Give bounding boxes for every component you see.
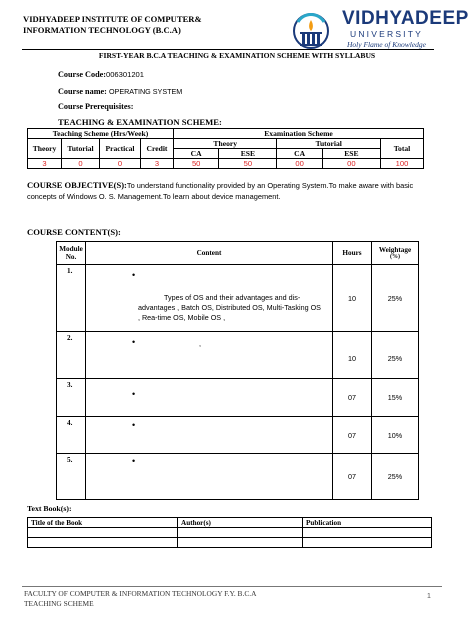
module-no: 4. <box>57 417 86 454</box>
textbooks-table <box>27 517 432 548</box>
col-book-title: Title of the Book <box>28 518 178 528</box>
col-practical: Practical <box>100 139 141 159</box>
module-no: 3. <box>57 379 86 417</box>
course-code-label: Course Code: <box>58 70 106 79</box>
footer-text <box>24 589 256 609</box>
scheme-heading: TEACHING & EXAMINATION SCHEME: <box>58 117 222 127</box>
col-weightage-unit: (%) <box>390 254 400 260</box>
col-book-author: Author(s) <box>178 518 303 528</box>
footer-line1: FACULTY OF COMPUTER & INFORMATION TECHNOLOGY F.Y. B.C.A <box>24 589 257 598</box>
bullet: • <box>132 337 136 347</box>
page-number: 1 <box>427 593 431 600</box>
table-row <box>28 528 432 538</box>
col-exam-tutorial: Tutorial <box>277 139 381 149</box>
module-weight: 25% <box>372 332 419 379</box>
module-no: 5. <box>57 454 86 500</box>
col-total: Total <box>381 139 424 159</box>
col-tutorial: Tutorial <box>62 139 100 159</box>
course-name-value: OPERATING SYSTEM <box>108 87 183 96</box>
col-credit: Credit <box>141 139 174 159</box>
col-theory: Theory <box>28 139 62 159</box>
val-practical: 0 <box>100 159 141 169</box>
doc-title: FIRST-YEAR B.C.A TEACHING & EXAMINATION SCHEME WITH SYLLABUS <box>98 51 376 60</box>
col-weightage <box>372 242 419 265</box>
course-objective <box>27 180 427 202</box>
table-row <box>57 379 419 417</box>
course-prereq <box>58 102 133 111</box>
module-hours: 07 <box>333 417 372 454</box>
table-row <box>57 417 419 454</box>
university-logo-icon <box>288 12 334 52</box>
module-content <box>86 454 333 500</box>
course-code-value: 006301201 <box>105 70 144 79</box>
module-no: 1. <box>57 265 86 332</box>
val-tutorial-ca: 00 <box>277 159 322 169</box>
content-heading: COURSE CONTENT(S): <box>27 227 121 237</box>
module-hours: 07 <box>333 454 372 500</box>
col-tutorial-ese: ESE <box>322 149 380 159</box>
module-weight: 15% <box>372 379 419 417</box>
course-code <box>58 70 144 79</box>
module-content <box>86 332 333 379</box>
bullet: • <box>132 389 136 399</box>
institute-line1: VIDHYADEEP INSTITUTE OF COMPUTER& <box>23 14 202 24</box>
col-module-no: Module No. <box>57 242 86 265</box>
footer-rule <box>22 586 442 587</box>
col-exam-theory: Theory <box>174 139 277 149</box>
content-table <box>56 241 419 500</box>
header-rule <box>22 49 434 50</box>
col-tutorial-ca: CA <box>277 149 322 159</box>
col-content: Content <box>86 242 333 265</box>
module-hours: 10 <box>333 265 372 332</box>
objective-label: COURSE OBJECTIVE(S): <box>27 180 127 190</box>
bullet: • <box>132 456 136 466</box>
logo-title: VIDHYADEEP <box>342 8 469 29</box>
val-theory-ca: 50 <box>174 159 219 169</box>
module-hours: 10 <box>333 332 372 379</box>
teaching-scheme-header: Teaching Scheme (Hrs/Week) <box>28 129 174 139</box>
course-name-label: Course name: <box>58 87 109 96</box>
objective-text: To understand functionality provided by an Operating System.To make aware with basic concepts of Windows O. S. Management.To learn about device management. <box>27 181 414 201</box>
institute-line2: INFORMATION TECHNOLOGY (B.C.A) <box>23 25 181 35</box>
col-weightage-label: Weightage <box>378 246 412 254</box>
table-row <box>28 538 432 548</box>
val-total: 100 <box>381 159 424 169</box>
val-credit: 3 <box>141 159 174 169</box>
val-theory: 3 <box>28 159 62 169</box>
module-content <box>86 265 333 332</box>
institute-name <box>23 14 202 36</box>
col-book-publication: Publication <box>303 518 432 528</box>
module-content <box>86 417 333 454</box>
textbooks-heading: Text Book(s): <box>27 504 72 513</box>
val-theory-ese: 50 <box>219 159 277 169</box>
table-row <box>57 265 419 332</box>
val-tutorial-ese: 00 <box>322 159 380 169</box>
col-hours: Hours <box>333 242 372 265</box>
exam-scheme-header: Examination Scheme <box>174 129 424 139</box>
module-content <box>86 379 333 417</box>
val-tutorial: 0 <box>62 159 100 169</box>
bullet: • <box>132 270 136 280</box>
module-no: 2. <box>57 332 86 379</box>
scheme-table <box>27 128 424 169</box>
col-theory-ese: ESE <box>219 149 277 159</box>
bullet: • <box>132 420 136 430</box>
logo-tagline: Holy Flame of Knowledge <box>347 40 426 49</box>
footer-line2: TEACHING SCHEME <box>24 599 94 608</box>
course-name <box>58 87 182 96</box>
module-text: Types of OS and their advantages and dis-advantages , Batch OS, Distributed OS, Multi-Tasking OS , Rea-time OS, Mobile OS , <box>138 293 321 322</box>
table-row <box>57 332 419 379</box>
module-weight: 25% <box>372 265 419 332</box>
module-weight: 25% <box>372 454 419 500</box>
col-theory-ca: CA <box>174 149 219 159</box>
module-hours: 07 <box>333 379 372 417</box>
course-prereq-label: Course Prerequisites: <box>58 102 134 111</box>
module-weight: 10% <box>372 417 419 454</box>
module-text: , <box>199 339 201 348</box>
logo-subtitle: UNIVERSITY <box>350 29 424 39</box>
table-row <box>57 454 419 500</box>
